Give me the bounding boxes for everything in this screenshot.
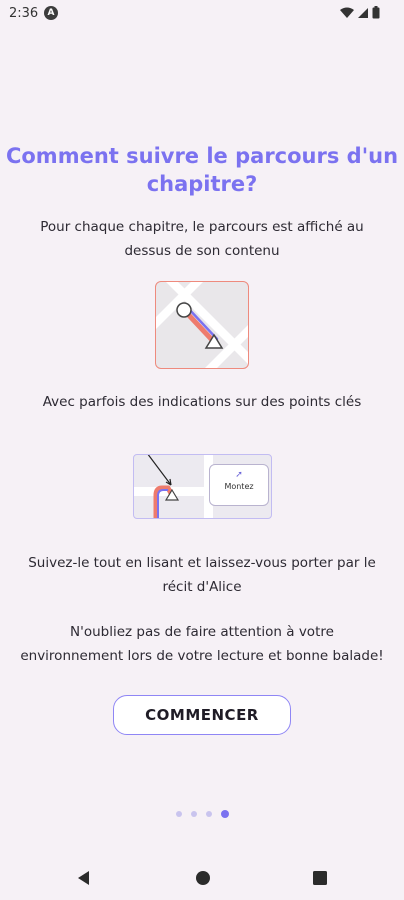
indication-tooltip-label: Montez <box>224 482 254 491</box>
indication-tooltip <box>209 464 269 506</box>
safety-text <box>14 620 390 668</box>
page-dot-2[interactable] <box>191 811 197 817</box>
battery-icon <box>372 6 380 19</box>
page-dot-4-active[interactable] <box>221 810 229 818</box>
indications-text: Avec parfois des indications sur des points clés <box>42 394 362 410</box>
follow-text <box>14 551 390 599</box>
page-title-line-2: chapitre? <box>146 172 258 196</box>
safety-text-line-2: environnement lors de votre lecture et bonne balade! <box>20 648 384 664</box>
page-dot-3[interactable] <box>206 811 212 817</box>
signal-icon <box>357 7 369 19</box>
start-point-icon <box>177 303 191 317</box>
page-dot-1[interactable] <box>176 811 182 817</box>
safety-text-line-1: N'oubliez pas de faire attention à votre <box>70 624 334 640</box>
home-icon[interactable] <box>193 868 213 888</box>
page-title-line-1: Comment suivre le parcours d'un <box>5 144 399 168</box>
app-notification-icon: A <box>44 6 58 20</box>
route-map-illustration <box>155 281 249 369</box>
status-icons <box>340 6 380 19</box>
intro-text-line-1: Pour chaque chapitre, le parcours est affiché au <box>40 219 364 235</box>
status-time: 2:36 <box>9 6 39 21</box>
indication-illustration <box>133 454 272 519</box>
status-bar <box>0 0 404 26</box>
recents-icon[interactable] <box>310 868 330 888</box>
page-title <box>0 142 404 198</box>
intro-text-line-2: dessus de son contenu <box>124 243 280 259</box>
direction-arrow-icon: ➚ <box>235 470 243 480</box>
follow-text-line-2: récit d'Alice <box>162 579 242 595</box>
start-button[interactable]: COMMENCER <box>113 695 291 735</box>
route-map-graphic <box>156 282 249 369</box>
page-indicator <box>0 810 404 818</box>
back-icon[interactable] <box>74 868 94 888</box>
system-navigation-bar <box>0 856 404 900</box>
follow-text-line-1: Suivez-le tout en lisant et laissez-vous porter par le <box>28 555 376 571</box>
intro-text <box>14 215 390 263</box>
wifi-icon <box>340 7 354 19</box>
